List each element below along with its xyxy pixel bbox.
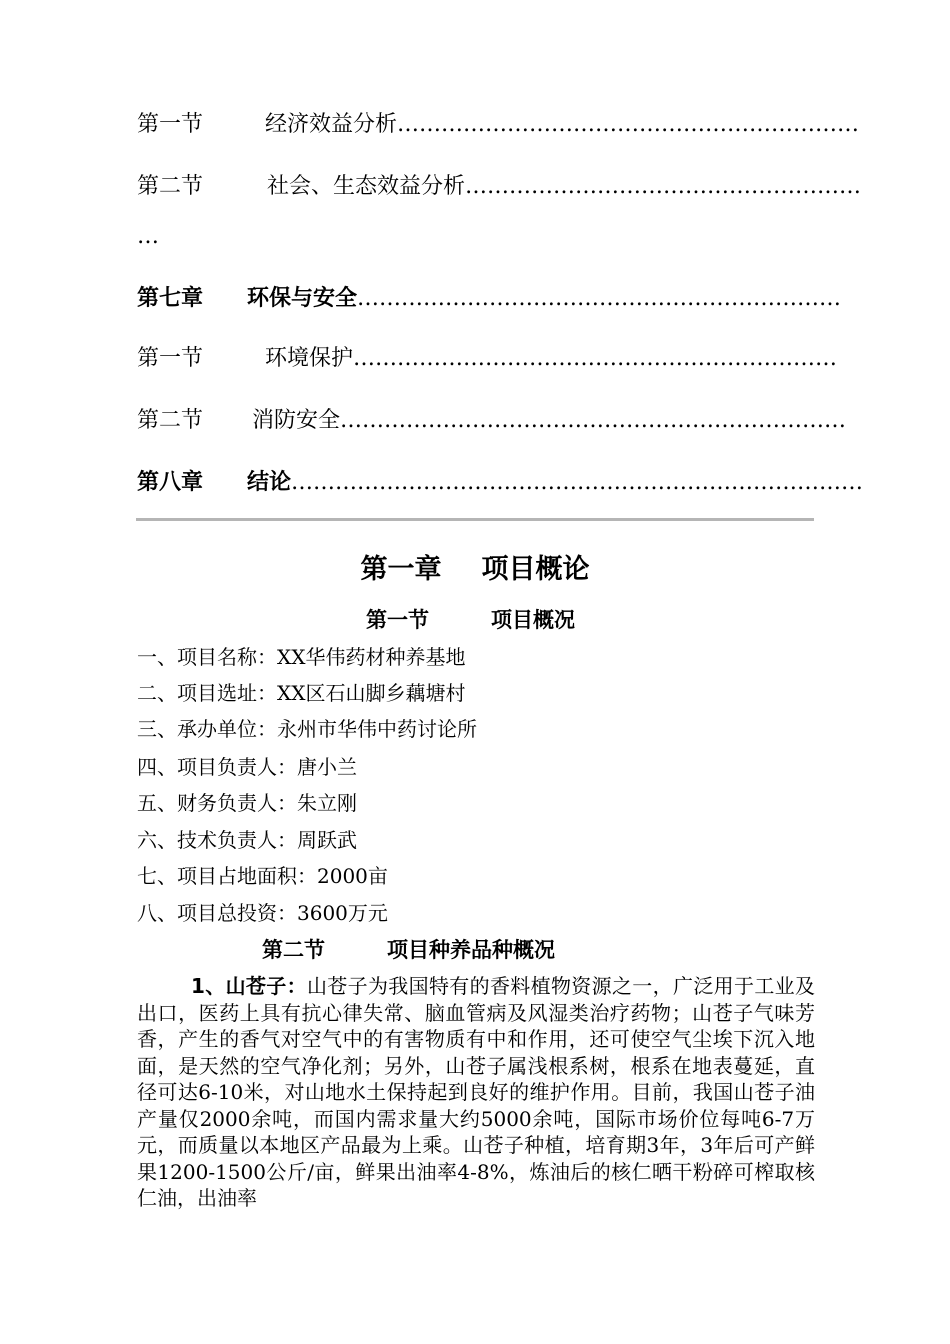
toc-leader: ……………………………………………… xyxy=(465,174,862,199)
toc-entry[interactable] xyxy=(137,172,862,202)
section-label: 第二节 xyxy=(262,938,325,962)
toc-leader: …………………………………………………………… xyxy=(340,408,847,433)
section-title: 项目概况 xyxy=(491,608,575,632)
toc-entry-label: 第一节 xyxy=(137,112,204,137)
toc-chapter-entry[interactable] xyxy=(137,468,864,498)
toc-entry-label: 第二节 xyxy=(137,408,204,433)
chapter-heading xyxy=(0,552,950,588)
toc-entry-label: 第八章 xyxy=(137,470,204,495)
section-label: 第一节 xyxy=(366,608,429,632)
toc-entry-title: 经济效益分析 xyxy=(265,112,398,137)
toc-entry-title: 消防安全 xyxy=(252,408,341,433)
toc-entry[interactable] xyxy=(137,110,860,140)
overview-item: 六、技术负责人：周跃武 xyxy=(137,828,357,852)
chapter-title: 项目概论 xyxy=(481,554,590,585)
toc-entry-label: 第一节 xyxy=(137,346,204,371)
section-heading xyxy=(262,935,555,965)
paragraph-text: 山苍子为我国特有的香料植物资源之一，广泛用于工业及出口，医药上具有抗心律失常、脑血管病及风湿类治疗药物；山苍子气味芳香，产生的香气对空气中的有害物质有中和作用，还可使空气尘埃下沉入地面，是天然的空气净化剂；另外，山苍子属浅根系树，根系在地表蔓延，直径可达6-10米，对山地水土保持起到良好的维护作用。目前，我国山苍子油产量仅2000余吨，而国内需求量大约5000余吨，国际市场价位每吨6-7万元，而质量以本地区产品最为上乘。山苍子种植，培育期3年，3年后可产鲜果1200-1500公斤/亩，鲜果出油率4-8%，炼油后的核仁晒干粉碎可榨取核仁油，出油率 xyxy=(137,974,815,1210)
overview-item: 五、财务负责人：朱立刚 xyxy=(137,791,357,815)
toc-entry-title: 结论 xyxy=(247,470,292,495)
toc-leader: ………………………………………………………… xyxy=(353,346,838,371)
overview-item: 八、项目总投资：3600万元 xyxy=(137,901,388,925)
overview-item: 七、项目占地面积：2000亩 xyxy=(137,864,388,888)
toc-entry[interactable] xyxy=(137,344,838,374)
toc-entry-title: 环境保护 xyxy=(265,346,354,371)
toc-leader: ……………………………………………………… xyxy=(397,112,860,137)
toc-leader-continuation: … xyxy=(137,224,159,249)
toc-entry-title: 环保与安全 xyxy=(247,286,358,311)
paragraph-lead: 1、山苍子： xyxy=(191,974,307,998)
section-divider xyxy=(136,518,814,521)
overview-item: 一、项目名称：XX华伟药材种养基地 xyxy=(137,645,466,669)
toc-leader: …………………………………………………………………… xyxy=(291,470,864,495)
body-paragraph xyxy=(137,973,815,1212)
toc-leader: ………………………………………………………… xyxy=(357,286,842,311)
toc-chapter-entry[interactable] xyxy=(137,284,842,314)
overview-item: 二、项目选址：XX区石山脚乡藕塘村 xyxy=(137,681,466,705)
chapter-label: 第一章 xyxy=(360,554,442,585)
toc-entry-label: 第七章 xyxy=(137,286,204,311)
section-title: 项目种养品种概况 xyxy=(387,938,555,962)
toc-entry-label: 第二节 xyxy=(137,174,204,199)
section-heading xyxy=(366,605,575,635)
toc-entry[interactable] xyxy=(137,406,847,436)
toc-entry-title: 社会、生态效益分析 xyxy=(267,174,466,199)
overview-item: 四、项目负责人：唐小兰 xyxy=(137,755,357,779)
overview-item: 三、承办单位：永州市华伟中药讨论所 xyxy=(137,717,477,741)
